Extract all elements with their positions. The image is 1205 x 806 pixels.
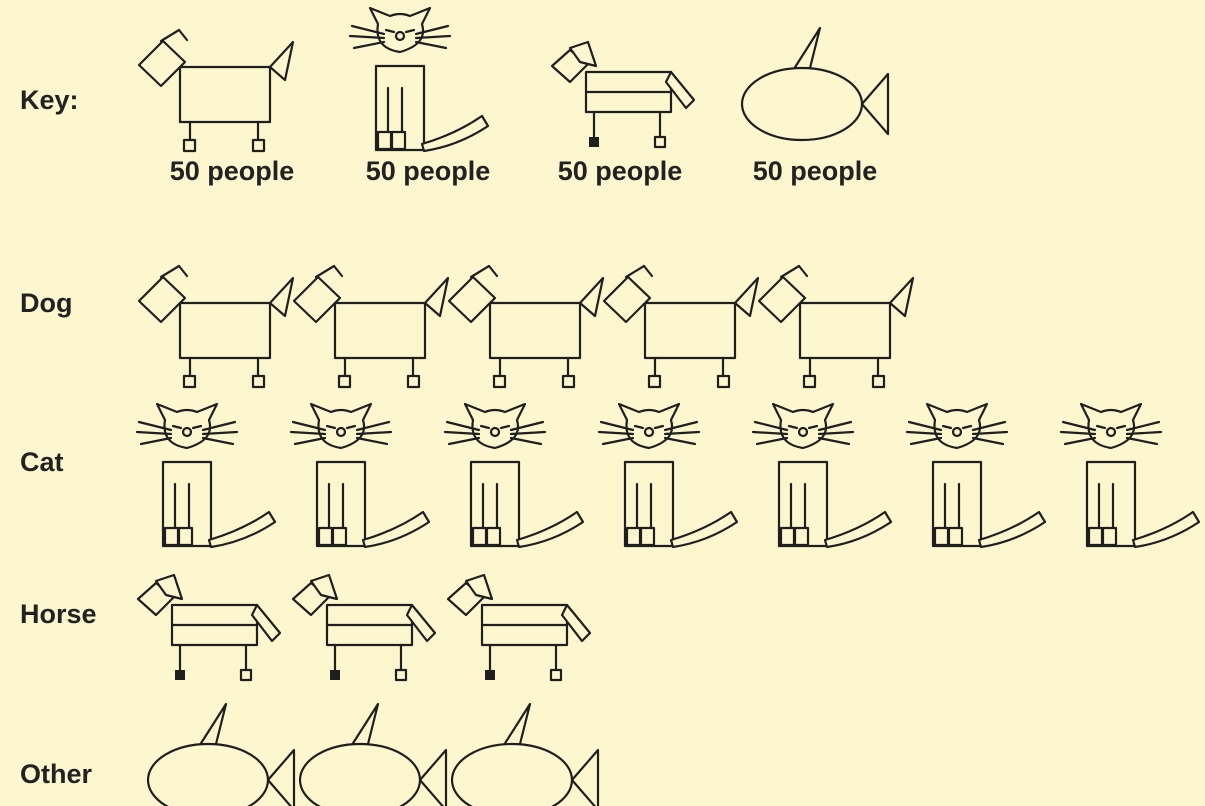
key-value-label-cat: 50 people — [365, 156, 491, 186]
key-label: Key: — [20, 85, 79, 115]
key-value-label-horse: 50 people — [557, 156, 683, 186]
key-value-label-fish: 50 people — [752, 156, 878, 186]
key-value-label-dog: 50 people — [169, 156, 295, 186]
category-label-horse: Horse — [20, 599, 97, 629]
category-label-dog: Dog — [20, 288, 73, 318]
category-label-other: Other — [20, 759, 93, 789]
category-label-cat: Cat — [20, 447, 64, 477]
